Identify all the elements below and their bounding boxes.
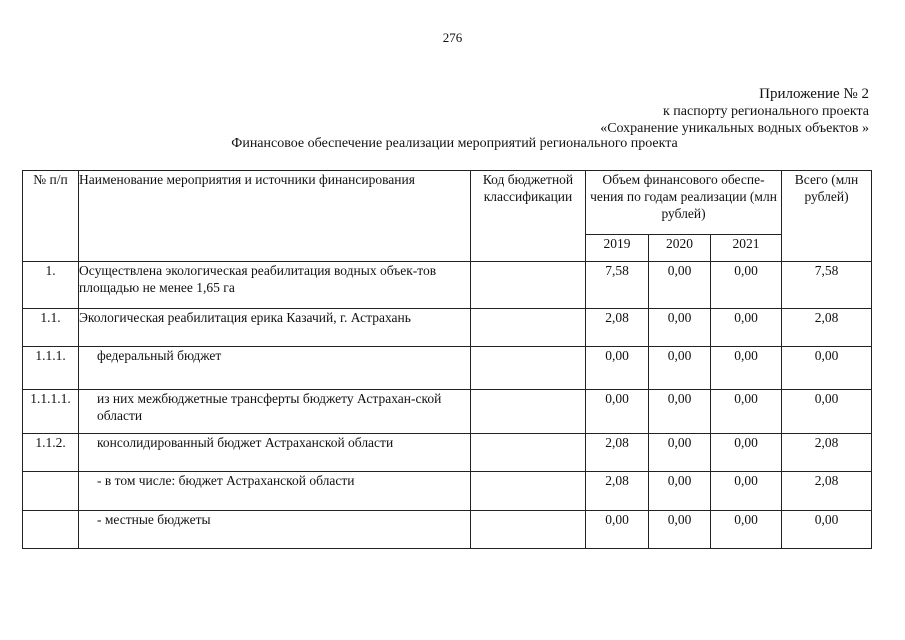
header-name: Наименование мероприятия и источники финансирования <box>79 171 471 262</box>
row-value-2019: 7,58 <box>586 262 649 309</box>
row-value-2021: 0,00 <box>711 347 782 390</box>
row-total: 0,00 <box>782 511 872 549</box>
annex-title: Приложение № 2 <box>759 86 869 102</box>
row-name: консолидированный бюджет Астраханской области <box>79 434 471 472</box>
row-total: 0,00 <box>782 390 872 434</box>
row-code <box>471 434 586 472</box>
row-code <box>471 347 586 390</box>
row-total: 7,58 <box>782 262 872 309</box>
row-value-2021: 0,00 <box>711 390 782 434</box>
table-row <box>23 347 872 390</box>
row-total: 2,08 <box>782 472 872 511</box>
row-num <box>23 472 79 511</box>
table-row <box>23 511 872 549</box>
page-number: 276 <box>442 30 463 45</box>
row-code <box>471 390 586 434</box>
header-total: Всего (млн рублей) <box>782 171 872 262</box>
annex-project-name: «Сохранение уникальных водных объектов » <box>600 121 869 136</box>
header-year-2019: 2019 <box>586 235 649 262</box>
row-num: 1.1.2. <box>23 434 79 472</box>
row-code <box>471 309 586 347</box>
row-name: Экологическая реабилитация ерика Казачий, г. Астрахань <box>79 309 471 347</box>
row-total: 0,00 <box>782 347 872 390</box>
row-num: 1.1.1. <box>23 347 79 390</box>
row-value-2021: 0,00 <box>711 262 782 309</box>
row-num: 1.1. <box>23 309 79 347</box>
row-value-2020: 0,00 <box>649 472 711 511</box>
row-value-2021: 0,00 <box>711 309 782 347</box>
row-value-2020: 0,00 <box>649 390 711 434</box>
financing-table <box>22 170 872 549</box>
row-name: - в том числе: бюджет Астраханской области <box>79 472 471 511</box>
row-value-2020: 0,00 <box>649 434 711 472</box>
header-code: Код бюджетной классификации <box>471 171 586 262</box>
row-code <box>471 472 586 511</box>
row-value-2020: 0,00 <box>649 262 711 309</box>
row-total: 2,08 <box>782 309 872 347</box>
row-total: 2,08 <box>782 434 872 472</box>
row-value-2021: 0,00 <box>711 472 782 511</box>
row-value-2020: 0,00 <box>649 309 711 347</box>
row-value-2019: 0,00 <box>586 347 649 390</box>
row-code <box>471 262 586 309</box>
header-num: № п/п <box>23 171 79 262</box>
row-value-2021: 0,00 <box>711 511 782 549</box>
row-value-2019: 0,00 <box>586 511 649 549</box>
row-num: 1.1.1.1. <box>23 390 79 434</box>
row-name: федеральный бюджет <box>79 347 471 390</box>
annex-subtitle: к паспорту регионального проекта <box>663 104 869 119</box>
row-value-2019: 0,00 <box>586 390 649 434</box>
row-num: 1. <box>23 262 79 309</box>
table-row <box>23 472 872 511</box>
header-year-2021: 2021 <box>711 235 782 262</box>
row-value-2020: 0,00 <box>649 347 711 390</box>
row-name: из них межбюджетные трансферты бюджету Астрахан-ской области <box>79 390 471 434</box>
row-num <box>23 511 79 549</box>
row-value-2019: 2,08 <box>586 434 649 472</box>
annex-block <box>600 86 869 137</box>
row-value-2020: 0,00 <box>649 511 711 549</box>
row-value-2019: 2,08 <box>586 309 649 347</box>
row-name: Осуществлена экологическая реабилитация водных объек-тов площадью не менее 1,65 га <box>79 262 471 309</box>
row-value-2019: 2,08 <box>586 472 649 511</box>
header-volume: Объем финансового обеспе-чения по годам реализации (млн рублей) <box>586 171 782 235</box>
table-row <box>23 390 872 434</box>
header-year-2020: 2020 <box>649 235 711 262</box>
document-title: Финансовое обеспечение реализации мероприятий регионального проекта <box>231 136 678 151</box>
row-value-2021: 0,00 <box>711 434 782 472</box>
table-row <box>23 309 872 347</box>
table-row <box>23 262 872 309</box>
row-name: - местные бюджеты <box>79 511 471 549</box>
row-code <box>471 511 586 549</box>
table-row <box>23 434 872 472</box>
